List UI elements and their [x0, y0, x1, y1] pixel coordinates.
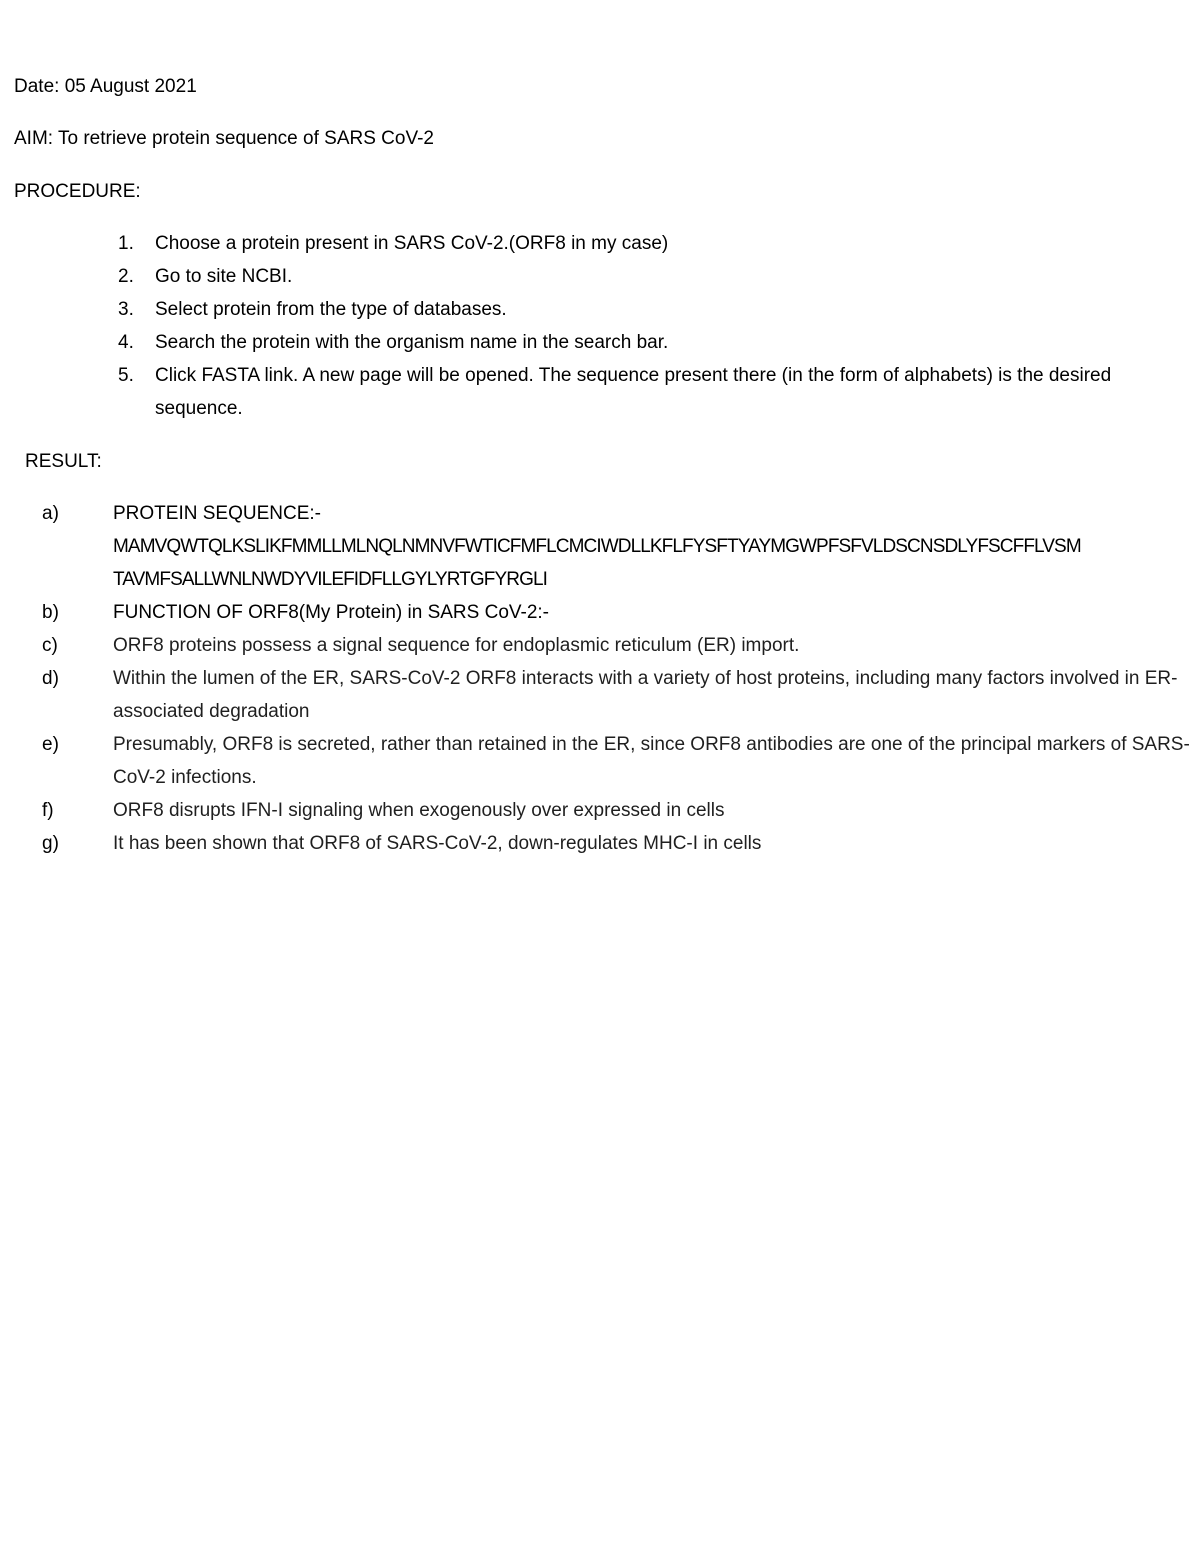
result-letter: a): [42, 503, 59, 524]
procedure-step: [118, 260, 1188, 293]
step-text: Choose a protein present in SARS CoV-2.(ORF8 in my case): [155, 233, 669, 254]
function-heading: FUNCTION OF ORF8(My Protein) in SARS CoV-2:-: [113, 602, 550, 623]
step-number: 1.: [118, 233, 134, 254]
step-text: Click FASTA link. A new page will be opened. The sequence present there (in the form of alphabets) is the desired sequence.: [155, 365, 1112, 419]
result-item: [42, 596, 1192, 629]
result-heading: RESULT:: [25, 451, 102, 472]
result-item: [42, 827, 1192, 860]
result-list: [42, 497, 1192, 860]
result-letter: f): [42, 800, 54, 821]
sequence-title: PROTEIN SEQUENCE:-: [113, 503, 321, 524]
result-text: Within the lumen of the ER, SARS-CoV-2 ORF8 interacts with a variety of host proteins, including many factors involved in ER-associated degradation: [113, 668, 1178, 722]
result-body: [113, 497, 1192, 596]
step-number: 2.: [118, 266, 134, 287]
result-item: [42, 662, 1192, 728]
result-item: [42, 629, 1192, 662]
result-text: ORF8 disrupts IFN-I signaling when exogenously over expressed in cells: [113, 800, 725, 821]
step-number: 4.: [118, 332, 134, 353]
step-text: Select protein from the type of databases.: [155, 299, 507, 320]
procedure-step: [118, 293, 1188, 326]
step-number: 5.: [118, 365, 134, 386]
procedure-step: [118, 227, 1188, 260]
result-item: [42, 794, 1192, 827]
result-item-sequence: [42, 497, 1192, 596]
protein-sequence-line-1: MAMVQWTQLKSLIKFMMLLMLNQLNMNVFWTICFMFLCMCIWDLLKFLFYSFTYAYMGWPFSFVLDSCNSDLYFSCFFLVSM: [113, 536, 1081, 557]
result-letter: g): [42, 833, 59, 854]
result-text: ORF8 proteins possess a signal sequence for endoplasmic reticulum (ER) import.: [113, 635, 800, 656]
procedure-heading: PROCEDURE:: [14, 181, 141, 202]
date-line: Date: 05 August 2021: [14, 76, 197, 97]
procedure-step: [118, 326, 1188, 359]
procedure-step: [118, 359, 1188, 425]
aim-line: AIM: To retrieve protein sequence of SARS CoV-2: [14, 128, 434, 149]
result-letter: e): [42, 734, 59, 755]
result-letter: b): [42, 602, 59, 623]
result-text: It has been shown that ORF8 of SARS-CoV-2, down-regulates MHC-I in cells: [113, 833, 762, 854]
result-item: [42, 728, 1192, 794]
result-text: Presumably, ORF8 is secreted, rather than retained in the ER, since ORF8 antibodies are one of the principal markers of SARS-CoV-2 infections.: [113, 734, 1190, 788]
protein-sequence-line-2: TAVMFSALLWNLNWDYVILEFIDFLLGYLYRTGFYRGLI: [113, 569, 548, 590]
step-text: Go to site NCBI.: [155, 266, 293, 287]
step-number: 3.: [118, 299, 134, 320]
step-text: Search the protein with the organism name in the search bar.: [155, 332, 669, 353]
result-letter: d): [42, 668, 59, 689]
procedure-list: [118, 227, 1188, 425]
result-letter: c): [42, 635, 58, 656]
